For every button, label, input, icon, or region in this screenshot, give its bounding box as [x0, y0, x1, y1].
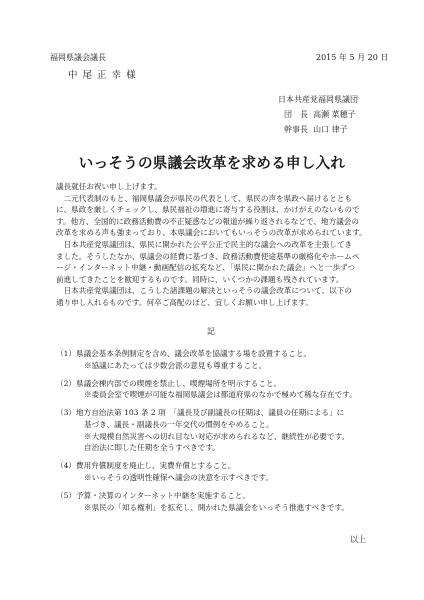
request-items — [56, 348, 386, 520]
sender-second — [284, 125, 348, 135]
sender-second-name: 山口 律子 — [313, 125, 348, 134]
item-note: 自治法に即した任期を全うすべきです。 — [84, 443, 220, 453]
item-note: ※いっそうの透明性確保へ議会の決意を示すべきです。 — [84, 472, 274, 482]
body-line: 日本共産党県議団は、県民に開かれた公平公正で民主的な議会への改革を主張してき — [56, 239, 353, 249]
request-item-1 — [56, 348, 386, 371]
sender-lead — [284, 110, 356, 120]
item-line: （5）予算・決算のインターネット中継を実施すること。 — [56, 490, 250, 500]
sender-lead-name: 高瀬 菜穂子 — [313, 110, 356, 119]
body-line: 議長就任お祝い申し上げます。 — [56, 182, 162, 191]
recipient-org: 福岡県議会議長 — [50, 53, 106, 62]
body-line: す。他方、全国的に政務活動費の不正疑惑などの報道が繰り返されるなどで、地方議会の — [56, 216, 359, 226]
body-line: ージ・インターネット中継・動画配信の拡充など、「県民に開かれた議会」へと一歩ずつ — [56, 263, 356, 273]
document-title: いっそうの県議会改革を求める申し入れ — [78, 156, 346, 172]
closing-mark: 以上 — [350, 535, 366, 544]
sender-org: 日本共産党福岡県議団 — [278, 95, 358, 104]
body-line: ました。そうしたなか、県議会の経費に基づき、政務活動費使途基準の厳格化やホームペ — [56, 251, 360, 261]
body-line: 通り申し入れるものです。何卒ご高配のほど、宜しくお願い申し上げます。 — [56, 297, 313, 307]
body-line: に、県政を厳しくチェックし、県民福祉の増進に寄与する役割は、かけがえのないもので — [56, 205, 360, 215]
item-line: （1）県議会基本条例制定を含め、議会改革を協議する場を設置すること。 — [56, 349, 312, 358]
request-item-5 — [56, 490, 386, 513]
item-line: （4）費用弁償制度を廃止し、実費弁償とすること。 — [56, 461, 236, 471]
sender-lead-role: 団 長 — [284, 110, 308, 119]
item-note: ※大規模自然災害への切れ目ない対応が求められるなど、継続性が必要です。 — [84, 431, 350, 441]
body-line: 日本共産党県議団は、こうした諸課題の解決といっそうの議会改革について、以下の — [56, 286, 352, 296]
sender-second-role: 幹事長 — [284, 125, 308, 134]
request-item-4 — [56, 460, 386, 483]
item-line: 基づき、議長・副議長の一年交代の慣例をやめること。 — [84, 419, 274, 429]
item-note: ※委員会室で喫煙が可能な福岡県議会は都道府県のなかで極めて稀な存在です。 — [84, 390, 357, 400]
request-item-2 — [56, 378, 386, 401]
body-text — [56, 181, 380, 309]
item-note: ※協議にあたっては少数会派の意見も尊重すること。 — [84, 360, 267, 370]
ki-label: 記 — [207, 327, 215, 336]
recipient-name: 中 尾 正 幸 様 — [68, 70, 137, 81]
item-line: （2）県議会棟内部での喫煙を禁止し、喫煙場所を明示すること。 — [56, 378, 282, 388]
date: 2015 年 5 月 20 日 — [316, 53, 389, 62]
item-note: ※県民の「知る権利」を拡充し、開かれた県議会をいっそう推進すべきです。 — [84, 502, 350, 512]
item-line: （3）地方自治法第 103 条 2 項 「議長及び副議長の任期は、議員の任期による」に — [56, 408, 345, 418]
body-line: 改革を求める声も強まっており、本県議会においてもいっそうの改革が求められています。 — [56, 228, 367, 238]
request-item-3 — [56, 407, 386, 453]
body-line: 二元代表制のもと、福岡県議会が県民の代表として、県民の声を県政へ届けるととも — [56, 193, 352, 203]
body-line: 前進してきたことを歓迎するものです。同時に、いくつかの課題も残されています。 — [56, 274, 344, 284]
